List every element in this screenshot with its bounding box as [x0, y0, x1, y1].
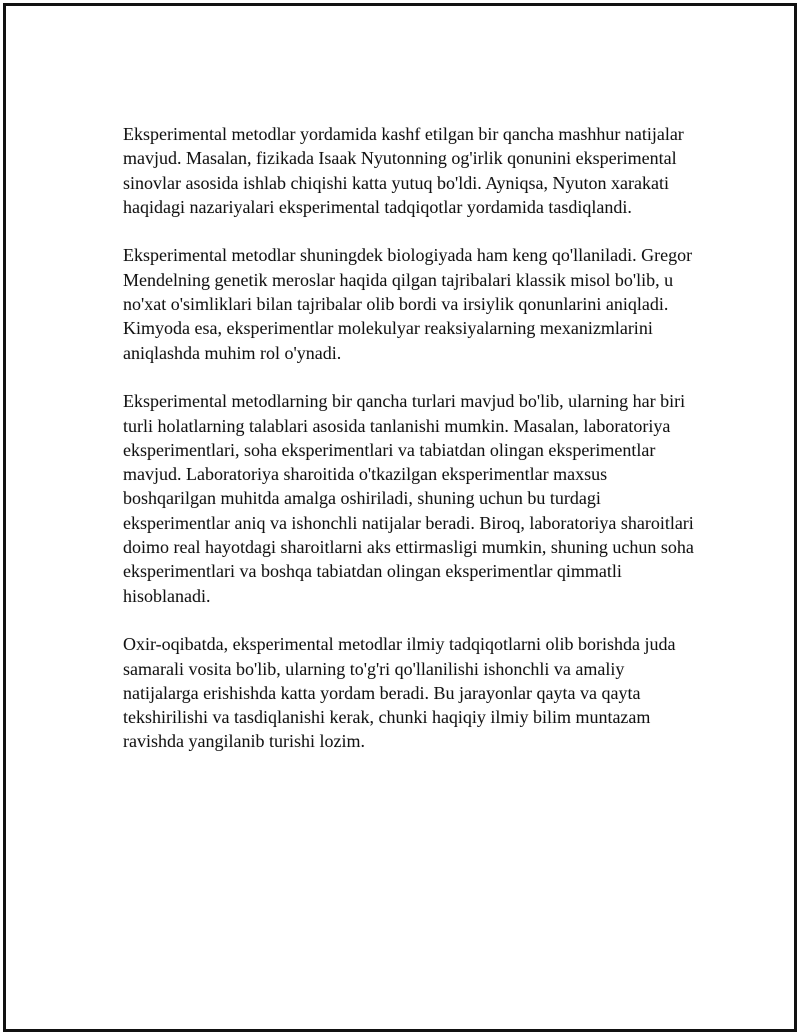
paragraph-3: Eksperimental metodlarning bir qancha turlari mavjud bo'lib, ularning har biri turli holatlarning talablari asosida tanlanishi mumkin. Masalan, laboratoriya eksperimentlari, soha eksperimentlari va tabiatdan olingan eksperimentlar mavjud. Laboratoriya sharoitida o'tkazilgan eksperimentlar maxsus boshqarilgan muhitda amalga oshiriladi, shuning uchun bu turdagi eksperimentlar aniq va ishonchli natijalar beradi. Biroq, laboratoriya sharoitlari doimo real hayotdagi sharoitlarni aks ettirmasligi mumkin, shuning uchun soha eksperimentlari va boshqa tabiatdan olingan eksperimentlar qimmatli hisoblanadi. [123, 391, 694, 606]
paragraph-1: Eksperimental metodlar yordamida kashf etilgan bir qancha mashhur natijalar mavjud. Masalan, fizikada Isaak Nyutonning og'irlik qonunini eksperimental sinovlar asosida ishlab chiqishi katta yutuq bo'ldi. Ayniqsa, Nyuton xarakati haqidagi nazariyalari eksperimental tadqiqotlar yordamida tasdiqlandi. [123, 124, 684, 217]
paragraph-2: Eksperimental metodlar shuningdek biologiyada ham keng qo'llaniladi. Gregor Mendelning genetik meroslar haqida qilgan tajribalari klassik misol bo'lib, u no'xat o'simliklari bilan tajribalar olib bordi va irsiylik qonunlarini aniqladi. Kimyoda esa, eksperimentlar molekulyar reaksiyalarning mexanizmlarini aniqlashda muhim rol o'ynadi. [123, 245, 693, 363]
document-body [123, 122, 703, 754]
page-border [3, 3, 797, 1032]
paragraph-4: Oxir-oqibatda, eksperimental metodlar ilmiy tadqiqotlarni olib borishda juda samarali vosita bo'lib, ularning to'g'ri qo'llanilishi ishonchli va amaliy natijalarga erishishda katta yordam beradi. Bu jarayonlar qayta va qayta tekshirilishi va tasdiqlanishi kerak, chunki haqiqiy ilmiy bilim muntazam ravishda yangilanib turishi lozim. [123, 634, 676, 752]
